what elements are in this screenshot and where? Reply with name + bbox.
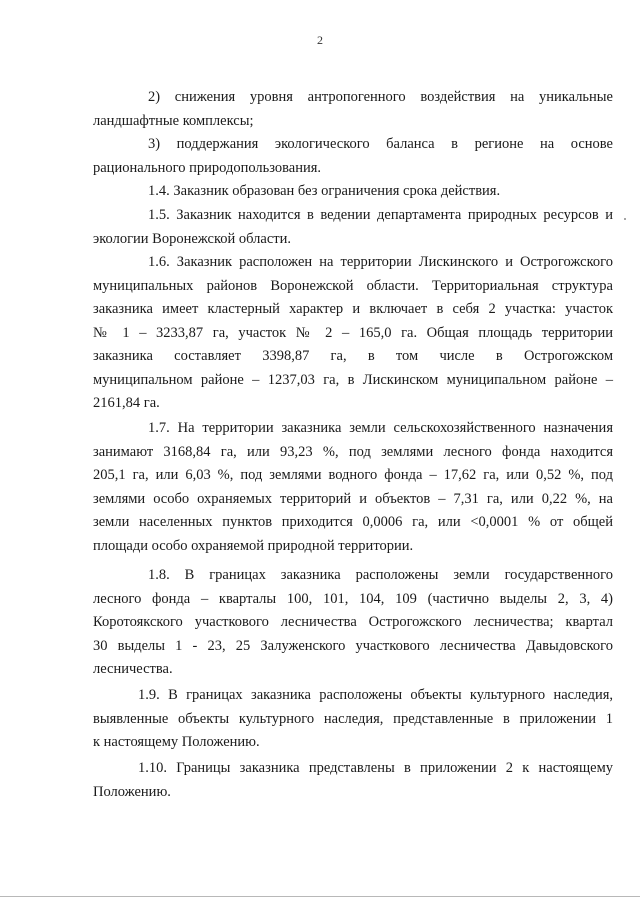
text-line: 1.10. Границы заказника представлены в приложении 2 к настоящему (138, 760, 613, 776)
page-number: 2 (317, 33, 323, 47)
paragraph-p-1-8 (93, 564, 613, 682)
text-line: земли населенных пунктов приходится 0,0006 га, или <0,0001 % от общей (93, 514, 613, 530)
text-line: № 1 – 3233,87 га, участок № 2 – 165,0 га. Общая площадь территории (93, 324, 613, 341)
text-line: заказника имеет кластерный характер и включает в себя 2 участка: участок (93, 301, 613, 317)
text-line: 2161,84 га. (93, 395, 160, 411)
text-line: лесного фонда – кварталы 100, 101, 104, 109 (частично выделы 2, 3, 4) (93, 590, 613, 607)
scan-edge-line (0, 896, 640, 897)
text-line: 30 выделы 1 - 23, 25 Залуженского участкового лесничества Давыдовского (93, 637, 613, 654)
text-line: 1.4. Заказник образован без ограничения срока действия. (148, 183, 501, 199)
paragraph-p-1-5 (93, 204, 613, 251)
text-line: Положению. (93, 783, 171, 800)
text-line: 1.5. Заказник находится в ведении департамента природных ресурсов и (148, 207, 613, 223)
text-line: Коротоякского участкового лесничества Острогожского лесничества; квартал (93, 614, 613, 630)
text-line: 2) снижения уровня антропогенного воздействия на уникальные (148, 89, 613, 105)
text-line: 1.9. В границах заказника расположены объекты культурного наследия, (138, 687, 613, 703)
paragraph-p-item-2 (93, 86, 613, 133)
paragraph-p-1-10 (93, 757, 613, 804)
text-line: 1.8. В границах заказника расположены земли государственного (148, 567, 613, 583)
text-line: землями особо охраняемых территорий и объектов – 7,31 га, или 0,22 %, на (93, 490, 613, 507)
text-line: 205,1 га, или 6,03 %, под землями водного фонда – 17,62 га, или 0,52 %, под (93, 467, 613, 483)
paragraph-p-1-4 (93, 180, 613, 204)
scan-speck (624, 218, 626, 220)
text-line: заказника составляет 3398,87 га, в том числе в Острогожском (93, 348, 613, 364)
paragraph-p-1-9 (93, 684, 613, 755)
text-line: рационального природопользования. (93, 159, 322, 176)
text-line: 1.6. Заказник расположен на территории Лискинского и Острогожского (148, 254, 613, 270)
text-line: муниципальных районов Воронежской области. Территориальная структура (93, 277, 613, 294)
text-line: 3) поддержания экологического баланса в регионе на основе (148, 136, 613, 152)
text-line: муниципальном районе – 1237,03 га, в Лискинском муниципальном районе – (93, 371, 613, 388)
text-line: к настоящему Положению. (93, 734, 260, 750)
text-line: лесничества. (93, 661, 173, 677)
text-line: 1.7. На территории заказника земли сельскохозяйственного назначения (148, 420, 613, 436)
paragraph-p-1-6 (93, 251, 613, 416)
text-line: экологии Воронежской области. (93, 230, 292, 247)
text-line: выявленные объекты культурного наследия, представленные в приложении 1 (93, 710, 613, 727)
text-line: площади особо охраняемой природной территории. (93, 537, 414, 554)
paragraph-p-1-7 (93, 417, 613, 558)
paragraph-p-item-3 (93, 133, 613, 180)
text-line: ландшафтные комплексы; (93, 112, 254, 129)
text-line: занимают 3168,84 га, или 93,23 %, под землями лесного фонда находится (93, 443, 613, 460)
